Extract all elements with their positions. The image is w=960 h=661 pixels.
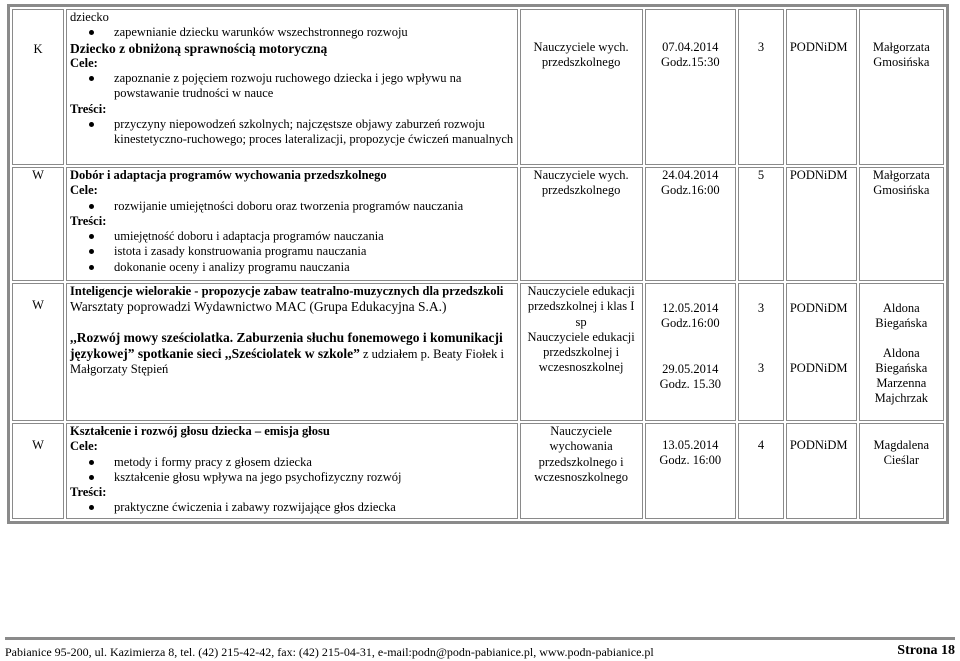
hours-2: 3 xyxy=(757,361,765,376)
leader-cell xyxy=(859,167,944,281)
leader: Aldona Biegańska xyxy=(875,301,928,331)
date-cell xyxy=(645,167,737,281)
organizer-cell xyxy=(786,167,857,281)
course-title: Dziecko z obniżoną sprawnością motoryczną xyxy=(70,40,328,56)
organizer: PODNiDM xyxy=(789,301,848,315)
leader: Małgorzata Gmosińska xyxy=(872,40,930,70)
audience-2: Nauczyciele edukacji przedszkolnej i wczesnoszkolnej xyxy=(527,329,635,375)
date: 12.05.2014 xyxy=(662,301,719,315)
date-cell xyxy=(645,283,737,421)
table-row xyxy=(12,9,944,165)
goal-item: rozwijanie umiejętności doboru oraz tworzenia programów nauczania xyxy=(114,199,514,214)
hours: 3 xyxy=(757,301,765,315)
topic-cell xyxy=(66,423,518,519)
topic-cell xyxy=(66,167,518,281)
course-table xyxy=(7,4,949,524)
table-row xyxy=(12,283,944,421)
content-item: istota i zasady konstruowania programu nauczania xyxy=(114,244,514,259)
audience-cell xyxy=(520,167,643,281)
organizer-cell xyxy=(786,283,857,421)
leader: Małgorzata Gmosińska xyxy=(872,168,930,198)
course-title: Inteligencje wielorakie - propozycje zabaw teatralno-muzycznych dla przedszkoli xyxy=(70,284,504,298)
intro-bullet: zapewnianie dziecku warunków wszechstronnego rozwoju xyxy=(114,25,514,40)
footer-address: Pabianice 95-200, ul. Kazimierza 8, tel. (42) 215-42-42, fax: (42) 215-04-31, e-mail:podn@podn-pabianice.pl, www.podn-pabianice.pl xyxy=(5,645,654,659)
goal-item: metody i formy pracy z głosem dziecka xyxy=(114,455,514,470)
hours: 5 xyxy=(757,168,765,182)
organizer: PODNiDM xyxy=(789,168,848,182)
course-note: Warsztaty poprowadzi Wydawnictwo MAC (Grupa Edukacyjna S.A.) xyxy=(70,299,447,315)
form-type: W xyxy=(32,298,44,312)
table-row xyxy=(12,423,944,519)
hours-cell xyxy=(738,423,784,519)
content-label: Treści: xyxy=(70,213,107,228)
leader: Magdalena Cieślar xyxy=(873,438,930,468)
audience-cell xyxy=(520,423,643,519)
leader-2: Aldona Biegańska Marzenna Majchrzak xyxy=(874,345,929,406)
time: Godz. 16:00 xyxy=(659,453,722,468)
goals-label: Cele: xyxy=(70,183,98,198)
hours-cell xyxy=(738,283,784,421)
content-item: przyczyny niepowodzeń szkolnych; najczęstsze objawy zaburzeń rozwoju kinestetyczno-ruchowego; proces lateralizacji, propozycje ćwiczeń manualnych xyxy=(114,117,514,147)
form-type: K xyxy=(33,42,43,56)
goals-label: Cele: xyxy=(70,439,98,454)
audience: Nauczyciele wych. przedszkolnego xyxy=(533,168,629,198)
organizer: PODNiDM xyxy=(789,40,848,54)
hours-cell xyxy=(738,9,784,165)
content-label: Treści: xyxy=(70,485,107,500)
date-cell xyxy=(645,423,737,519)
course-title: Kształcenie i rozwój głosu dziecka – emisja głosu xyxy=(70,424,330,438)
audience: Nauczyciele wych. przedszkolnego xyxy=(533,40,629,70)
hours-cell xyxy=(738,167,784,281)
organizer-cell xyxy=(786,423,857,519)
goal-item: kształcenie głosu wpływa na jego psychofizyczny rozwój xyxy=(114,470,514,485)
time: Godz.15:30 xyxy=(660,55,720,70)
content-label: Treści: xyxy=(70,101,107,116)
time-2: Godz. 15.30 xyxy=(659,376,722,391)
form-type-cell xyxy=(12,9,64,165)
audience-cell xyxy=(520,9,643,165)
form-type: W xyxy=(32,168,44,182)
time: Godz.16:00 xyxy=(660,183,720,198)
audience: Nauczyciele wychowania przedszkolnego i wczesnoszkolnego xyxy=(534,424,628,484)
leader-cell xyxy=(859,9,944,165)
date-cell xyxy=(645,9,737,165)
topic-cell xyxy=(66,9,518,165)
content-item: dokonanie oceny i analizy programu nauczania xyxy=(114,260,514,275)
content-item: umiejętność doboru i adaptacja programów nauczania xyxy=(114,229,514,244)
date: 24.04.2014 xyxy=(662,168,719,182)
goals-label: Cele: xyxy=(70,55,98,70)
audience: Nauczyciele edukacji przedszkolnej i klas I sp xyxy=(527,284,635,329)
organizer-cell xyxy=(786,9,857,165)
course-title: Dobór i adaptacja programów wychowania przedszkolnego xyxy=(70,168,387,182)
date-2: 29.05.2014 xyxy=(662,361,719,376)
time: Godz.16:00 xyxy=(660,316,720,331)
organizer-2: PODNiDM xyxy=(789,361,848,376)
hours: 4 xyxy=(757,438,765,452)
leader-cell xyxy=(859,423,944,519)
page-number: Strona 18 xyxy=(897,643,955,658)
form-type-cell xyxy=(12,283,64,421)
course-title-2: ,,Rozwój mowy sześciolatka. Zaburzenia słuchu fonemowego i komunikacji językowej” spotkanie sieci ,,Sześciolatek w szkole” xyxy=(70,329,503,361)
page-footer xyxy=(5,637,955,661)
date: 13.05.2014 xyxy=(662,438,719,452)
form-type-cell xyxy=(12,167,64,281)
leader-cell xyxy=(859,283,944,421)
form-type-cell xyxy=(12,423,64,519)
content-item: praktyczne ćwiczenia i zabawy rozwijające głos dziecka xyxy=(114,500,514,515)
intro-text: dziecko xyxy=(70,10,109,24)
date: 07.04.2014 xyxy=(662,40,719,54)
audience-cell xyxy=(520,283,643,421)
organizer: PODNiDM xyxy=(789,438,848,452)
topic-cell xyxy=(66,283,518,421)
hours: 3 xyxy=(757,40,765,54)
course-note-2: z udziałem p. Beaty Fiołek i Małgorzaty Stępień xyxy=(70,346,504,377)
form-type: W xyxy=(32,438,44,452)
goal-item: zapoznanie z pojęciem rozwoju ruchowego dziecka i jego wpływu na powstawanie trudności w nauce xyxy=(114,71,514,102)
table-row xyxy=(12,167,944,281)
